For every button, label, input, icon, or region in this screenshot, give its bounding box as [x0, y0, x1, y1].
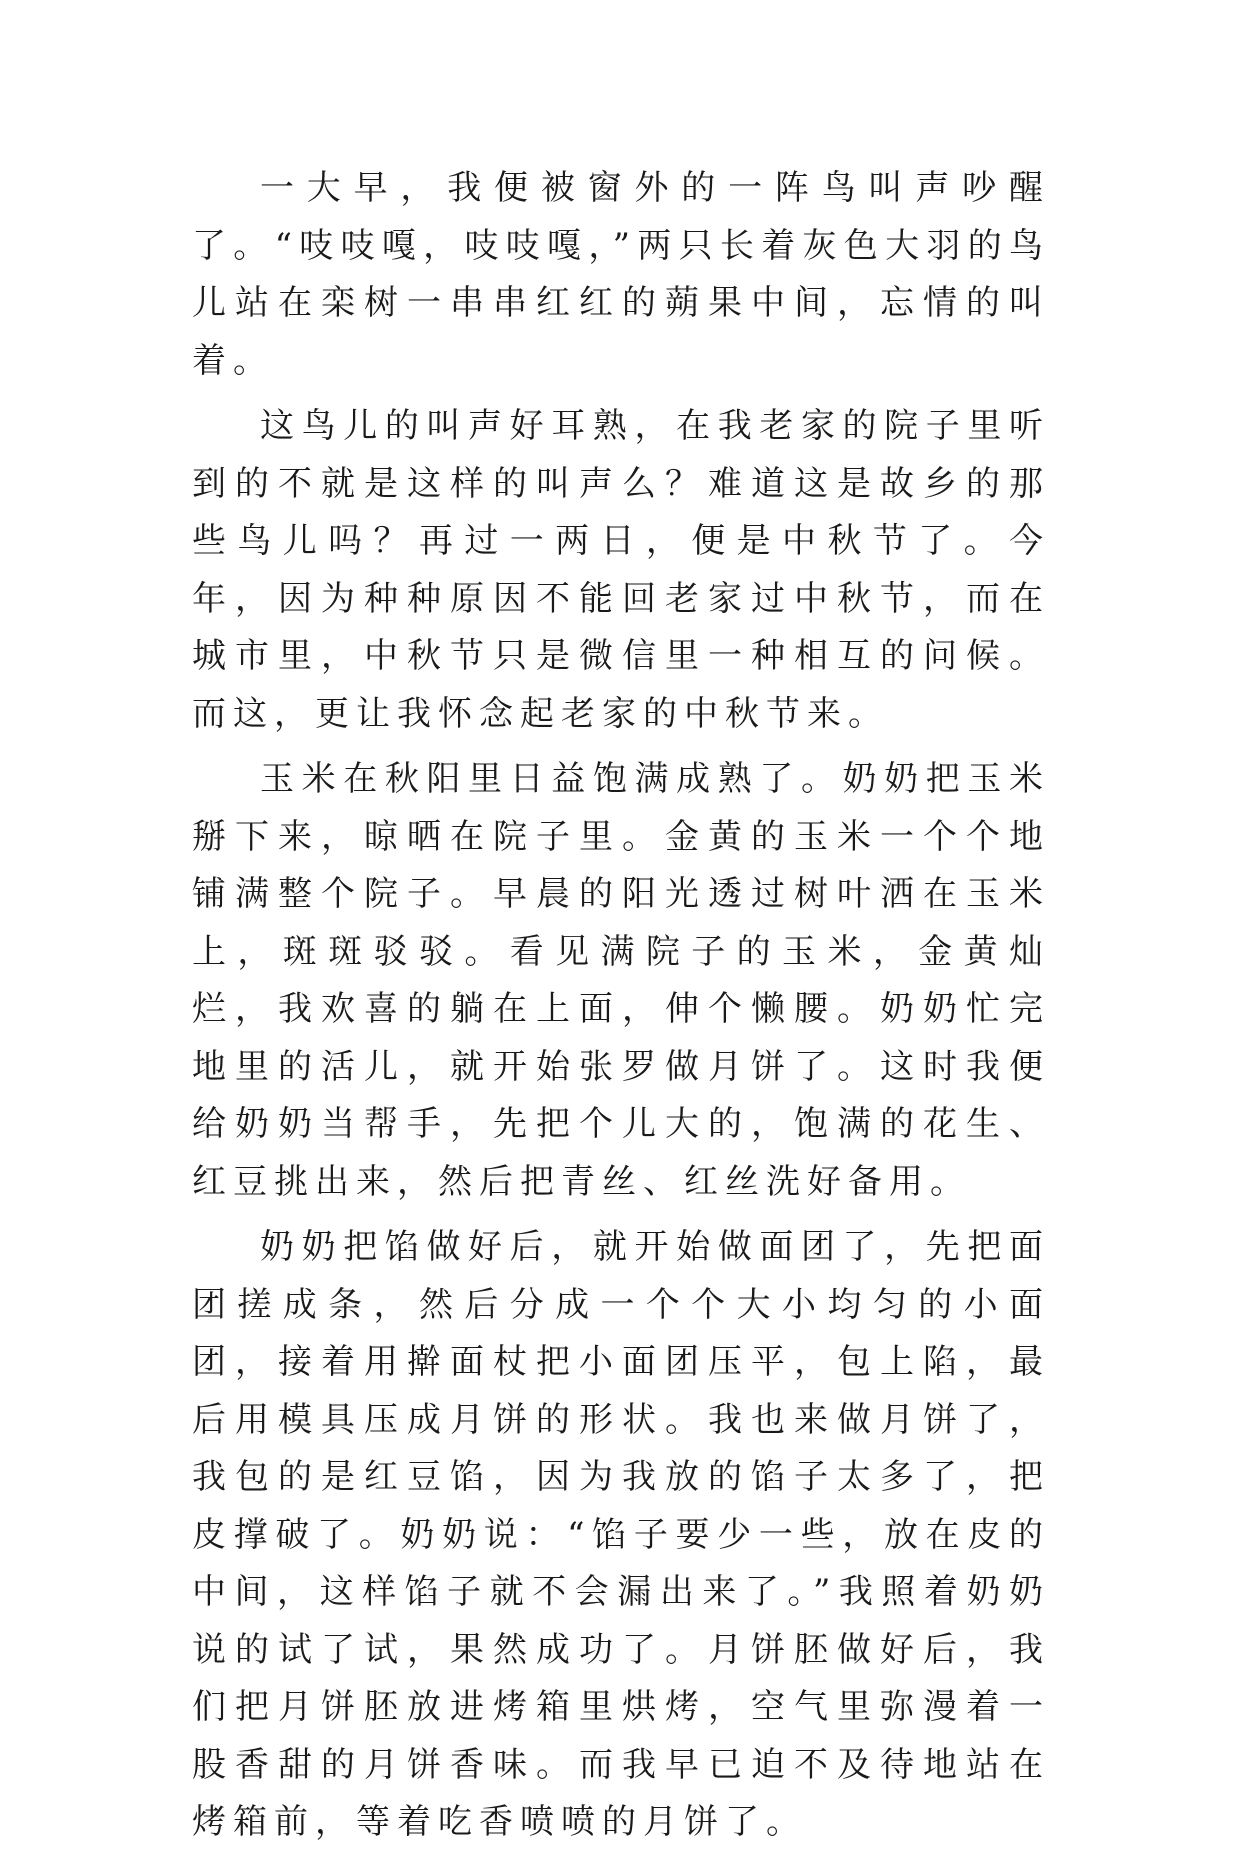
paragraph-4: 奶奶把馅做好后，就开始做面团了，先把面团搓成条，然后分成一个个大小均匀的小面团，接着用擀面杖把小面团压平，包上陷，最后用模具压成月饼的形状。我也来做月饼了，我包的是红豆馅，因为我放的馅子太多了，把皮撑破了。奶奶说：“馅子要少一些，放在皮的中间，这样馅子就不会漏出来了。”我照着奶奶说的试了试，果然成功了。月饼胚做好后，我们把月饼胚放进烤箱里烘烤，空气里弥漫着一股香甜的月饼香味。而我早已迫不及待地站在烤箱前，等着吃香喷喷的月饼了。 [192, 1227, 1050, 1842]
paragraph-1: 一大早，我便被窗外的一阵鸟叫声吵醒了。“吱吱嘎，吱吱嘎，”两只长着灰色大羽的鸟儿站在栾树一串串红红的蒴果中间，忘情的叫着。 [192, 168, 1050, 381]
document-body [192, 160, 1050, 1852]
paragraph-3: 玉米在秋阳里日益饱满成熟了。奶奶把玉米掰下来，晾晒在院子里。金黄的玉米一个个地铺满整个院子。早晨的阳光透过树叶洒在玉米上，斑斑驳驳。看见满院子的玉米，金黄灿烂，我欢喜的躺在上面，伸个懒腰。奶奶忙完地里的活儿，就开始张罗做月饼了。这时我便给奶奶当帮手，先把个儿大的，饱满的花生、红豆挑出来，然后把青丝、红丝洗好备用。 [192, 759, 1050, 1202]
paragraph-2: 这鸟儿的叫声好耳熟，在我老家的院子里听到的不就是这样的叫声么？难道这是故乡的那些鸟儿吗？再过一两日，便是中秋节了。今年，因为种种原因不能回老家过中秋节，而在城市里，中秋节只是微信里一种相互的问候。而这，更让我怀念起老家的中秋节来。 [192, 406, 1050, 734]
